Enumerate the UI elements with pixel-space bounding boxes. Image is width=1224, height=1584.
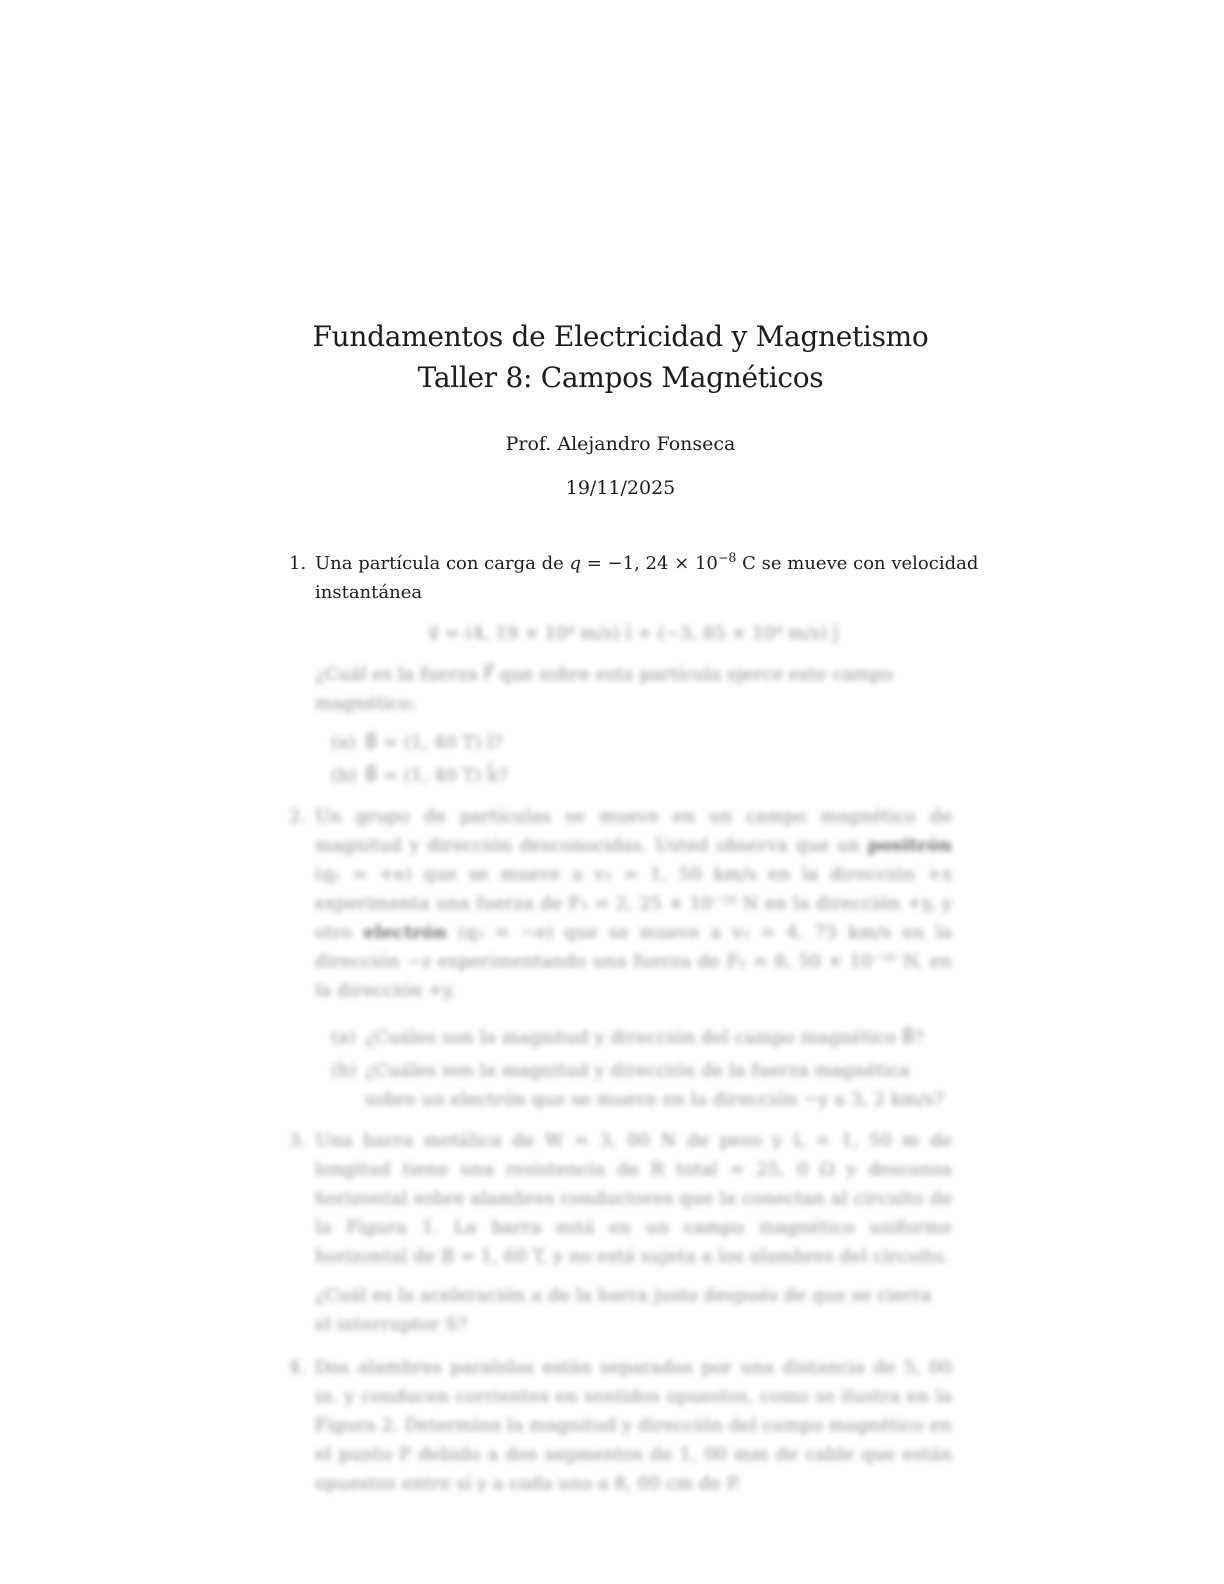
problem-1-velocity-equation: v⃗ = (4, 19 × 10⁴ m/s) î + (−3, 85 × 10⁴ m/s) ĵ <box>428 623 839 644</box>
problem-1-item-a-text: B⃗ = (1, 40 T) î? <box>365 732 503 753</box>
problem-1 <box>289 549 979 790</box>
problem-1-number: 1. <box>289 553 307 574</box>
problems-list <box>289 549 979 1498</box>
problem-2-item-a-label: (a) <box>331 1027 356 1048</box>
problem-4-content <box>315 1353 952 1498</box>
problem-3-number: 3. <box>289 1130 307 1151</box>
problem-2-item-b-text: ¿Cuáles son la magnitud y dirección de la fuerza magnética sobre un electrón que se mueve en la dirección −y a 3, 2 km/s? <box>365 1060 944 1110</box>
problem-3-paragraph: Una barra metálica de W = 3, 00 N de peso y L = 1, 50 m de longitud tiene una resistencia de R total = 25, 0 Ω y descansa horizontal sobre alambres conductores que la conectan al circuito de la Figura 1. La barra está en un campo magnético uniforme horizontal de B = 1, 60 T, y no está sujeta a los alambres del circuito. <box>315 1130 952 1267</box>
problem-1-item-b-text: B⃗ = (1, 40 T) k̂? <box>365 765 508 786</box>
problem-2-content <box>315 802 952 1114</box>
problem-1-item-a <box>331 728 952 757</box>
problem-3-question: ¿Cuál es la aceleración a de la barra justo después de que se cierra el interruptor S? <box>315 1285 932 1335</box>
date-line: 19/11/2025 <box>565 477 676 499</box>
problem-1-item-a-label: (a) <box>331 732 356 753</box>
problem-1-item-b <box>331 761 952 790</box>
problem-1-intro-line-2: instantánea <box>315 582 423 603</box>
problem-2-items <box>315 1023 952 1114</box>
problem-1-intro-post: C se mueve con velocidad <box>736 553 979 574</box>
document-body <box>289 0 979 1498</box>
problem-2-paragraph <box>315 802 952 1005</box>
problem-1-question: ¿Cuál es la fuerza F⃗ que sobre esta partícula ejerce este campo magnético: <box>315 664 893 714</box>
problem-1-charge-value: = −1, 24 × 10 <box>581 553 718 574</box>
problem-2-item-a <box>331 1023 952 1052</box>
problem-4-number: 4. <box>289 1357 307 1378</box>
problem-4-paragraph: Dos alambres paralelos están separados por una distancia de 5, 00 in. y conducen corrientes en sentidos opuestos, como se ilustra en la Figura 2. Determine la magnitud y dirección del campo magnético en el punto P debido a dos segmentos de 1, 00 mm de cable que están opuestos entre sí y a cada uno a 8, 00 cm de P. <box>315 1357 952 1494</box>
problem-2-item-b-label: (b) <box>331 1060 357 1081</box>
problem-2-para-mid: (q₁ = +e) que se mueve a v₁ = 1, 50 km/s en la dirección +x experimenta una fuerza de F₁ = 2, 25 × 10⁻¹⁶ N en la dirección +y, y otro <box>315 864 952 943</box>
problem-4 <box>289 1353 952 1498</box>
problem-2-item-a-text: ¿Cuáles son la magnitud y dirección del campo magnético B⃗? <box>365 1027 924 1048</box>
problem-1-charge-symbol: q <box>569 553 582 574</box>
problem-1-item-b-label: (b) <box>331 765 357 786</box>
problem-2-para-pre: Un grupo de partículas se mueve en un campo magnético de magnitud y dirección desconocidas. Usted observa que un <box>315 806 952 856</box>
problem-2-bold-positron: positrón <box>867 835 952 856</box>
document-title <box>289 316 952 398</box>
problem-2-number: 2. <box>289 806 307 827</box>
problem-2 <box>289 802 952 1114</box>
problem-3 <box>289 1126 952 1339</box>
title-line-1: Fundamentos de Electricidad y Magnetismo <box>312 320 929 353</box>
problem-1-intro-pre: Una partícula con carga de <box>315 553 570 574</box>
author-line: Prof. Alejandro Fonseca <box>505 433 736 455</box>
problem-3-content <box>315 1126 952 1339</box>
problem-1-intro-line-1 <box>315 549 979 578</box>
problem-2-item-b <box>331 1056 952 1114</box>
problem-2-para-post: (q₂ = −e) que se mueve a v₂ = 4, 75 km/s en la dirección −z experimentando una fuerza de F₂ = 8, 50 × 10⁻¹⁶ N, en la dirección +y. <box>315 922 952 1001</box>
problem-1-charge-exponent: −8 <box>717 550 737 565</box>
problem-1-content <box>315 549 979 790</box>
problem-1-items <box>315 728 952 790</box>
problem-2-bold-electron: electrón <box>363 922 447 943</box>
title-line-2: Taller 8: Campos Magnéticos <box>417 361 824 394</box>
